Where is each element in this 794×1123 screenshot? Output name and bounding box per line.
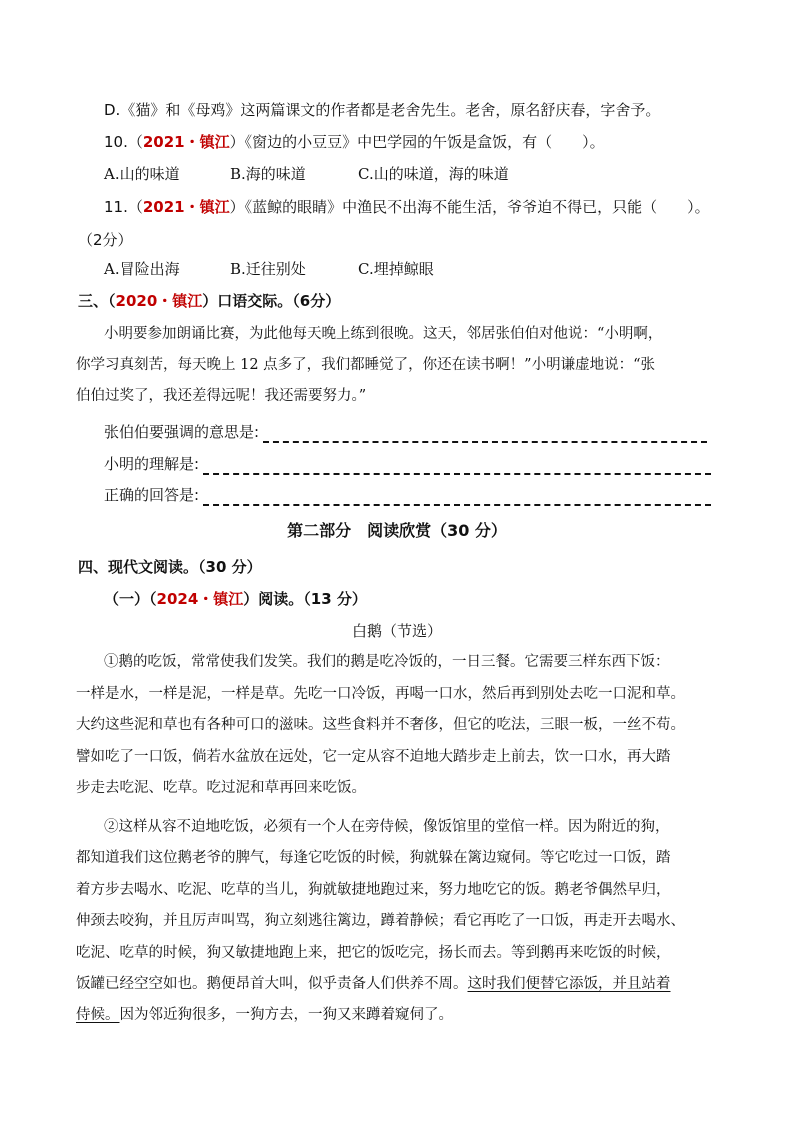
article-text: 饭罐已经空空如也。鹅便昂首大叫，似乎责备人们供养不周。 — [76, 976, 468, 992]
section-title: ）口语交际。（6分） — [202, 292, 341, 310]
section-source: 2020・镇江 — [115, 292, 203, 310]
section-4-heading: 四、现代文阅读。（30 分） — [78, 558, 262, 576]
subsection-prefix: （一）（ — [104, 590, 157, 608]
answer-blank[interactable] — [203, 490, 711, 506]
option-c: C.山的味道，海的味道 — [358, 165, 509, 183]
article-line: 譬如吃了一口饭，倘若水盆放在远处，它一定从容不迫地大踏步走上前去，饮一口水，再大踏 — [76, 749, 671, 765]
article-line: 着方步去喝水、吃泥、吃草的当儿，狗就敏捷地跑过来，努力地吃它的饭。鹅老爷偶然早归， — [76, 882, 671, 898]
answer-row — [104, 453, 711, 475]
answer-label: 张伯伯要强调的意思是: — [104, 423, 260, 441]
question-11-score: （2分） — [78, 231, 133, 249]
article-line: 大约这些泥和草也有各种可口的滋味。这些食料并不奢侈，但它的吃法，三眼一板，一丝不苟。 — [76, 717, 685, 733]
underlined-sentence: 侍候。 — [76, 1007, 120, 1023]
answer-blank[interactable] — [263, 427, 707, 443]
answer-row — [104, 484, 711, 506]
question-source: 2021・镇江 — [142, 133, 230, 151]
question-source: 2021・镇江 — [142, 198, 230, 216]
article-line — [76, 1004, 453, 1026]
article-line: 一样是水，一样是泥，一样是草。先吃一口冷饭，再喝一口水，然后再到别处去吃一口泥和草。 — [76, 686, 685, 702]
underlined-sentence: 这时我们便替它添饭，并且站着 — [467, 976, 671, 992]
option-c: C.埋掉鲸眼 — [358, 260, 434, 278]
article-line: ①鹅的吃饭，常常使我们发笑。我们的鹅是吃冷饭的，一日三餐。它需要三样东西下饭： — [104, 654, 670, 670]
article-line: 都知道我们这位鹅老爷的脾气，每逢它吃饭的时候，狗就躲在篱边窥伺。等它吃过一口饭，踏 — [76, 850, 671, 866]
section-prefix: 三、（ — [78, 292, 116, 310]
article-text: 因为邻近狗很多，一狗方去，一狗又来蹲着窥伺了。 — [119, 1007, 453, 1023]
article-line: 步走去吃泥、吃草。吃过泥和草再回来吃饭。 — [76, 780, 366, 796]
article-line: 伸颈去咬狗，并且厉声叫骂，狗立刻逃往篱边，蹲着静候；看它再吃了一口饭，再走开去喝水、 — [76, 913, 685, 929]
question-number: 10.（ — [104, 133, 143, 151]
question-10-options — [104, 163, 704, 185]
question-11 — [104, 196, 710, 218]
subsection-source: 2024・镇江 — [156, 590, 244, 608]
article-line: 吃泥、吃草的时候，狗又敏捷地跑上来，把它的饭吃完，扬长而去。等到鹅再来吃饭的时候， — [76, 945, 671, 961]
option-b: B.迁往别处 — [230, 260, 306, 278]
article-title: 白鹅（节选） — [351, 622, 442, 640]
article-line: ②这样从容不迫地吃饭，必须有一个人在旁侍候，像饭馆里的堂倌一样。因为附近的狗， — [104, 819, 670, 835]
option-d: D.《猫》和《母鸡》这两篇课文的作者都是老舍先生。老舍，原名舒庆春，字舍予。 — [104, 101, 661, 119]
subsection-heading — [104, 588, 367, 610]
answer-row — [104, 421, 707, 443]
passage-line: 伯伯过奖了，我还差得远呢！我还需要努力。” — [76, 388, 367, 404]
question-10 — [104, 131, 605, 153]
article-line — [76, 973, 671, 995]
answer-label: 小明的理解是: — [104, 455, 200, 473]
question-text: ）《窗边的小豆豆》中巴学园的午饭是盒饭，有（ ）。 — [229, 133, 605, 151]
answer-label: 正确的回答是: — [104, 486, 200, 504]
question-number: 11.（ — [104, 198, 143, 216]
option-b: B.海的味道 — [230, 165, 306, 183]
question-11-options — [104, 258, 704, 280]
question-text: ）《蓝鲸的眼睛》中渔民不出海不能生活，爷爷迫不得已，只能（ ）。 — [229, 198, 710, 216]
passage-line: 小明要参加朗诵比赛，为此他每天晚上练到很晚。这天，邻居张伯伯对他说：“小明啊， — [104, 326, 663, 342]
answer-blank[interactable] — [203, 459, 711, 475]
part-title: 第二部分 阅读欣赏（30 分） — [287, 521, 507, 540]
section-3-heading — [78, 290, 340, 312]
option-a: A.冒险出海 — [104, 260, 180, 278]
passage-line: 你学习真刻苦，每天晚上 12 点多了，我们都睡觉了，你还在读书啊！”小明谦虚地说：“张 — [76, 357, 655, 373]
option-a: A.山的味道 — [104, 165, 180, 183]
subsection-title: ）阅读。（13 分） — [243, 590, 367, 608]
